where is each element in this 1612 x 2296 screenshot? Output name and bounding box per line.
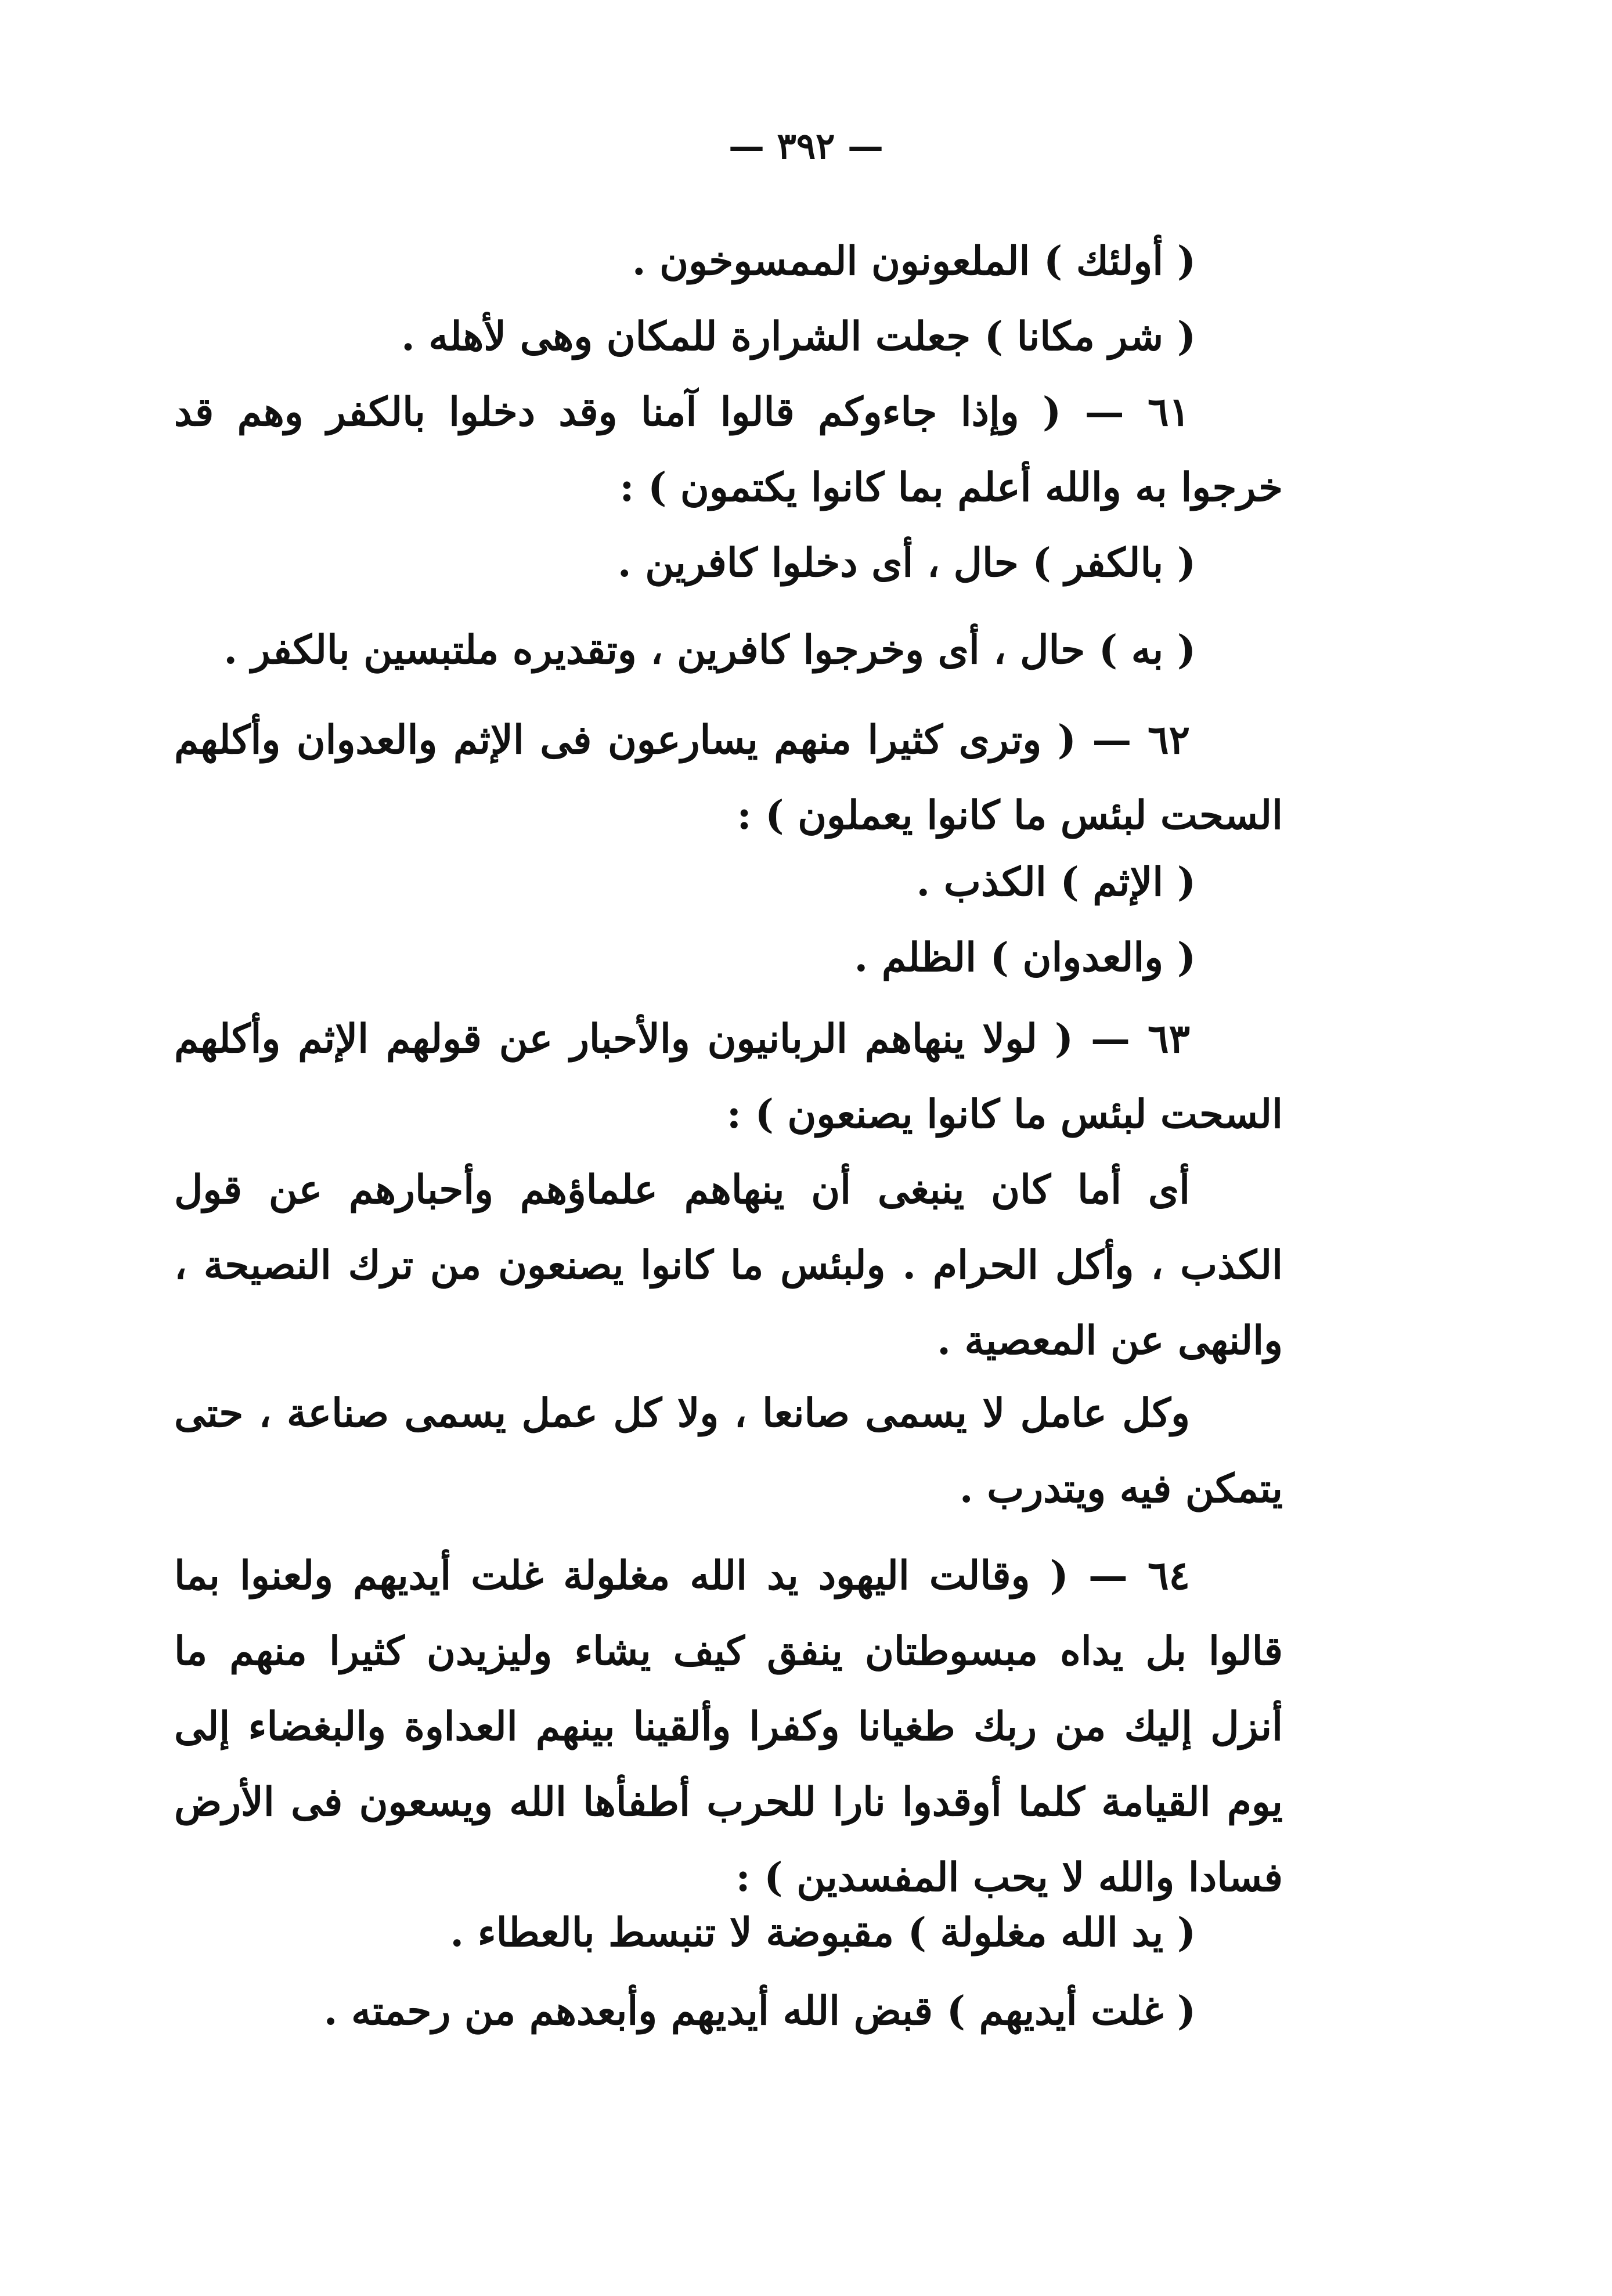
verse-block: ٦١ — ( وإذا جاءوكم قالوا آمنا وقد دخلوا بالكفر وهم قد خرجوا به والله أعلم بما كانوا يكتمون ) : — [174, 389, 1283, 511]
gloss-line: ( يد الله مغلولة ) مقبوضة لا تنبسط بالعطاء . — [450, 1909, 1196, 1956]
gloss-line: ( شر مكانا ) جعلت الشرارة للمكان وهى لأهله . — [401, 313, 1196, 360]
gloss-line: ( الإثم ) الكذب . — [916, 859, 1196, 905]
verse-block: ٦٣ — ( لولا ينهاهم الربانيون والأحبار عن قولهم الإثم وأكلهم السحت لبئس ما كانوا يصنعون ) : — [174, 1016, 1283, 1138]
verse-block: ٦٤ — ( وقالت اليهود يد الله مغلولة غلت أيديهم ولعنوا بما قالوا بل يداه مبسوطتان ينفق كيف يشاء وليزيدن كثيرا منهم ما أنزل إليك من ربك طغيانا وكفرا وألقينا بينهم العداوة والبغضاء إلى يوم القيامة كلما أوقدوا نارا للحرب أطفأها الله ويسعون فى الأرض فسادا والله لا يحب المفسدين ) : — [174, 1553, 1283, 1901]
gloss-line: ( أولئك ) الملعونون الممسوخون . — [632, 238, 1196, 284]
gloss-line: ( بالكفر ) حال ، أى دخلوا كافرين . — [617, 540, 1196, 586]
gloss-line: ( به ) حال ، أى وخرجوا كافرين ، وتقديره ملتبسين بالكفر . — [223, 627, 1196, 673]
gloss-line: ( غلت أيديهم ) قبض الله أيديهم وأبعدهم من رحمته . — [323, 1988, 1196, 2034]
verse-block: ٦٢ — ( وترى كثيرا منهم يسارعون فى الإثم والعدوان وأكلهم السحت لبئس ما كانوا يعملون ) : — [174, 717, 1283, 839]
page-number: — ٣٩٢ — — [728, 125, 884, 167]
commentary-paragraph: وكل عامل لا يسمى صانعا ، ولا كل عمل يسمى صناعة ، حتى يتمكن فيه ويتدرب . — [174, 1390, 1283, 1512]
commentary-paragraph: أى أما كان ينبغى أن ينهاهم علماؤهم وأحبارهم عن قول الكذب ، وأكل الحرام . ولبئس ما كانوا يصنعون من ترك النصيحة ، والنهى عن المعصية . — [174, 1167, 1283, 1364]
gloss-line: ( والعدوان ) الظلم . — [854, 934, 1196, 981]
